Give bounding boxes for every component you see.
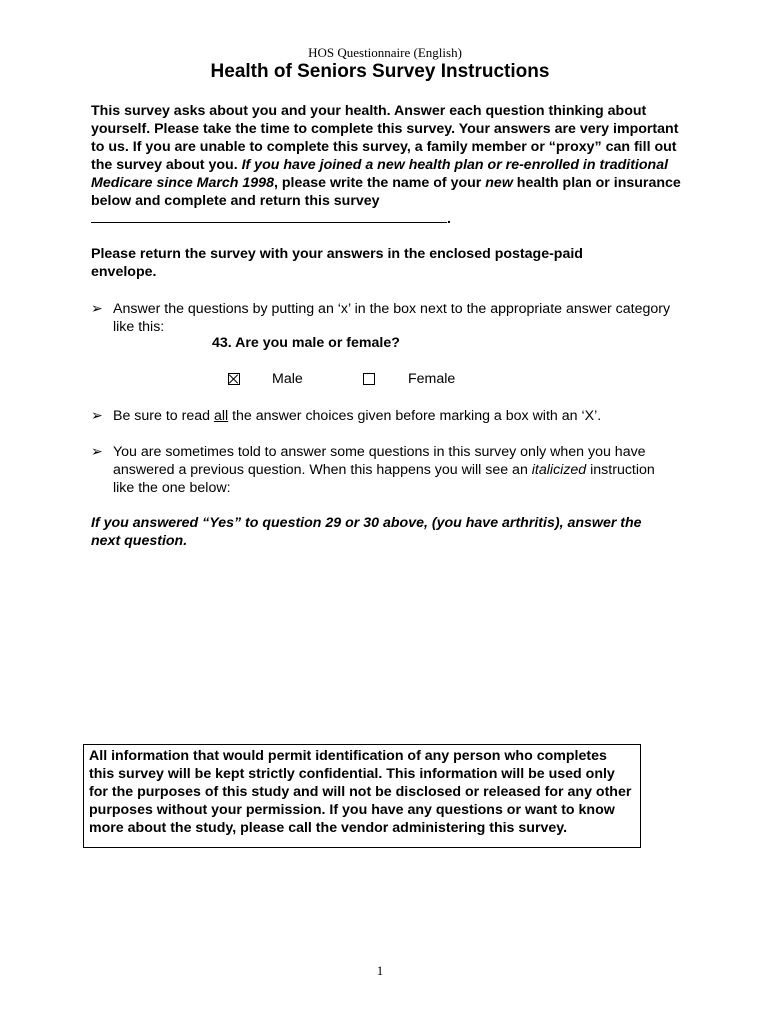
bullet-item-mark-boxes xyxy=(91,300,671,336)
bullet-text-part: instruction like the one below: xyxy=(113,462,655,496)
bullet-item-read-all xyxy=(91,407,671,425)
bullet-text xyxy=(91,443,671,497)
intro-end-punct: . xyxy=(447,211,451,227)
example-option-male xyxy=(228,371,303,387)
bullet-text: Answer the questions by putting an ‘x’ in the box next to the appropriate answer category like this: xyxy=(113,301,671,335)
intro-text-1: This survey asks about you and your health. Answer each question thinking about yourself. Please take the time to complete this survey. Your answers are very important to us. If you are unable to complete this survey, a family member or “proxy” can fill out the survey about you. xyxy=(91,103,679,173)
intro-italic-new: new xyxy=(485,175,513,191)
arrow-bullet-icon: ➢ xyxy=(91,408,103,424)
example-italic-instruction: If you answered “Yes” to question 29 or 30 above, (you have arthritis), answer the next question. xyxy=(91,515,642,549)
italic-word: italicized xyxy=(531,462,587,478)
bullet-item-conditional-questions xyxy=(91,443,671,497)
intro-text-2: , please write the name of your xyxy=(273,175,486,191)
intro-italic-1: If you have joined a new health plan or re-enrolled in traditional Medicare since March 1998 xyxy=(91,157,669,191)
underlined-word: all xyxy=(213,408,229,424)
bullet-text-part: the answer choices given before marking a box with an ‘X’. xyxy=(228,408,602,424)
questionnaire-caption: HOS Questionnaire (English) xyxy=(308,45,462,60)
bullet-text-part: Be sure to read xyxy=(113,408,214,424)
page-number: 1 xyxy=(376,963,384,978)
empty-checkbox-icon xyxy=(363,373,375,385)
option-label-male: Male xyxy=(272,371,303,387)
option-label-female: Female xyxy=(408,371,456,387)
example-option-female xyxy=(363,371,455,387)
bullet-text xyxy=(91,407,671,425)
arrow-bullet-icon: ➢ xyxy=(91,301,103,317)
arrow-bullet-icon: ➢ xyxy=(91,444,103,460)
page-title: Health of Seniors Survey Instructions xyxy=(210,61,550,82)
bullet-text-part: You are sometimes told to answer some questions in this survey only when you have answered a previous question. When this happens you will see an xyxy=(113,444,646,478)
return-instruction: Please return the survey with your answers in the enclosed postage-paid envelope. xyxy=(91,246,583,280)
intro-paragraph xyxy=(91,102,691,228)
health-plan-write-line[interactable] xyxy=(91,210,447,223)
checked-checkbox-icon xyxy=(228,373,240,385)
intro-text-3: health plan or insurance below and complete and return this survey xyxy=(91,175,681,209)
confidentiality-notice-box: All information that would permit identification of any person who completes this survey will be kept strictly confidential. This information will be used only for the purposes of this study and will not be disclosed or released for any other purposes without your permission. If you have any questions or want to know more about the study, please call the vendor administering this survey. xyxy=(83,744,641,848)
example-question: 43. Are you male or female? xyxy=(212,335,400,351)
